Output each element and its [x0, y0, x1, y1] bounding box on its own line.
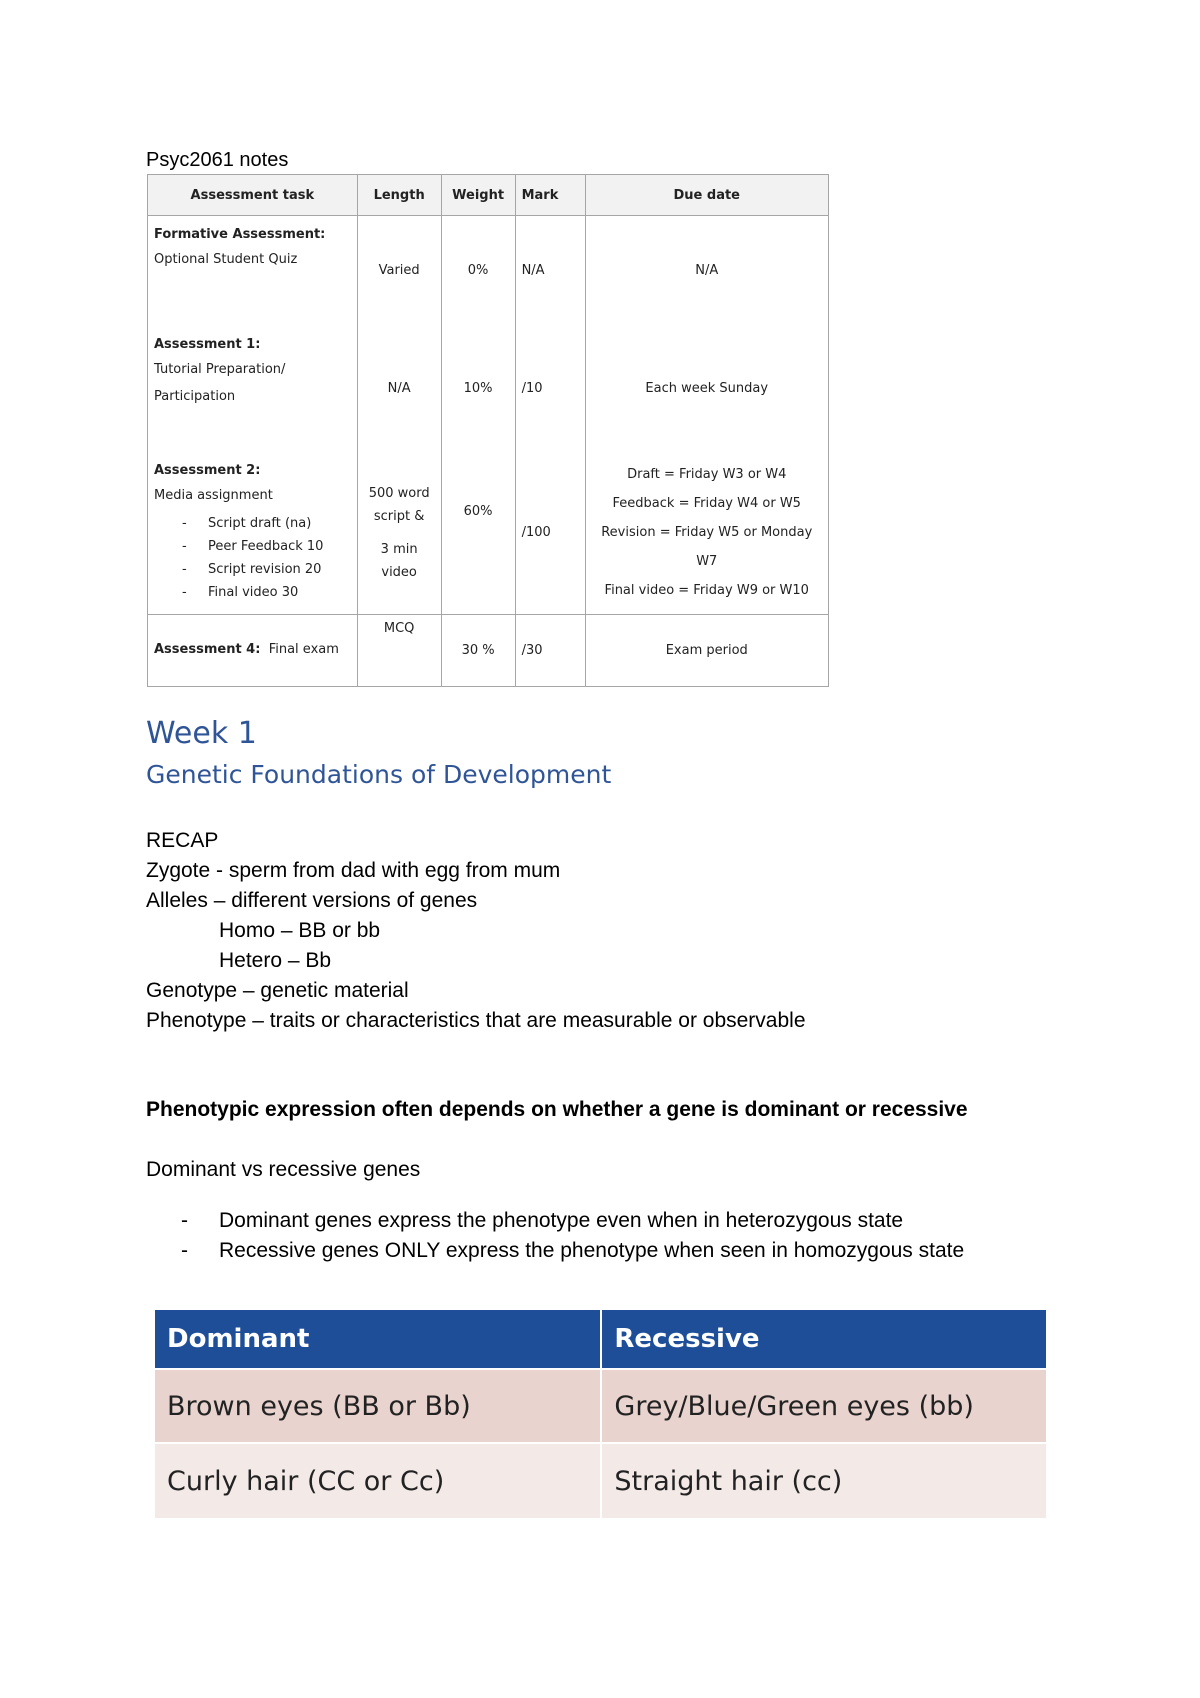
header-due-date: Due date	[585, 175, 829, 216]
page-title: Psyc2061 notes	[146, 149, 289, 171]
task-line: Optional Student Quiz	[154, 252, 298, 267]
list-item: - Final video 30	[182, 584, 299, 600]
weight-cell: 0%	[441, 216, 515, 326]
table-row	[148, 326, 829, 452]
recap-phenotype: Phenotype – traits or characteristics that are measurable or observable	[146, 1009, 806, 1032]
week-subheading: Genetic Foundations of Development	[146, 760, 612, 789]
list-item: - Script revision 20	[182, 561, 322, 577]
due-cell: Exam period	[585, 614, 829, 686]
header-weight: Weight	[441, 175, 515, 216]
recessive-cell: Straight hair (cc)	[601, 1443, 1047, 1519]
list-item: - Dominant genes express the phenotype even when in heterozygous state	[181, 1209, 904, 1232]
table-row	[155, 1369, 1047, 1443]
task-heading: Assessment 2:	[154, 462, 261, 478]
list-item: - Peer Feedback 10	[182, 538, 324, 554]
task-line: Participation	[154, 388, 236, 404]
mark-cell: /100	[515, 452, 585, 615]
length-cell: N/A	[357, 326, 441, 452]
task-cell	[148, 452, 358, 615]
recap-homo: Homo – BB or bb	[219, 919, 381, 942]
dominant-recessive-table	[155, 1310, 1048, 1520]
recap-genotype: Genotype – genetic material	[146, 979, 409, 1002]
dom-vs-rec-title: Dominant vs recessive genes	[146, 1158, 421, 1181]
task-cell	[148, 326, 358, 452]
table-row	[148, 614, 829, 686]
header-length: Length	[357, 175, 441, 216]
table-row	[148, 452, 829, 615]
weight-cell: 10%	[441, 326, 515, 452]
task-heading: Formative Assessment:	[154, 227, 326, 242]
length-cell: Varied	[357, 216, 441, 326]
recap-hetero: Hetero – Bb	[219, 949, 332, 972]
week-heading: Week 1	[146, 716, 257, 751]
table-row	[148, 216, 829, 326]
due-cell: N/A	[585, 216, 829, 326]
task-heading: Assessment 4:	[154, 642, 261, 657]
list-item: - Recessive genes ONLY express the phenotype when seen in homozygous state	[181, 1239, 965, 1262]
length-cell: 500 word script & 3 min video	[357, 452, 441, 615]
task-line: Tutorial Preparation/	[154, 361, 286, 377]
assessment-table	[147, 174, 829, 687]
header-mark: Mark	[515, 175, 585, 216]
length-cell: MCQ	[357, 614, 441, 686]
weight-cell: 60%	[441, 452, 515, 615]
dom-table-header-row	[155, 1310, 1047, 1369]
mark-cell: N/A	[515, 216, 585, 326]
dominant-cell: Curly hair (CC or Cc)	[155, 1443, 601, 1519]
due-cell: Draft = Friday W3 or W4 Feedback = Friday W4 or W5 Revision = Friday W5 or Monday W7 Final video = Friday W9 or W10	[585, 452, 829, 615]
task-cell	[148, 216, 358, 326]
task-cell	[148, 614, 358, 686]
task-heading: Assessment 1:	[154, 336, 261, 352]
header-assessment-task: Assessment task	[148, 175, 358, 216]
assessment-table-header-row	[148, 175, 829, 216]
task-line: Final exam	[268, 642, 339, 657]
table-row	[155, 1443, 1047, 1519]
sub-task-list	[154, 512, 351, 604]
dominant-cell: Brown eyes (BB or Bb)	[155, 1369, 601, 1443]
due-cell: Each week Sunday	[585, 326, 829, 452]
bold-statement: Phenotypic expression often depends on whether a gene is dominant or recessive	[146, 1098, 968, 1121]
weight-cell: 30 %	[441, 614, 515, 686]
recap-block	[146, 826, 806, 1036]
task-line: Media assignment	[154, 487, 273, 503]
header-recessive: Recessive	[601, 1310, 1047, 1369]
bullet-list	[146, 1206, 964, 1266]
recap-title: RECAP	[146, 829, 219, 852]
mark-cell: /10	[515, 326, 585, 452]
header-dominant: Dominant	[155, 1310, 601, 1369]
mark-cell: /30	[515, 614, 585, 686]
list-item: - Script draft (na)	[182, 515, 312, 531]
recessive-cell: Grey/Blue/Green eyes (bb)	[601, 1369, 1047, 1443]
recap-alleles: Alleles – different versions of genes	[146, 889, 478, 912]
recap-zygote: Zygote - sperm from dad with egg from mum	[146, 859, 561, 882]
